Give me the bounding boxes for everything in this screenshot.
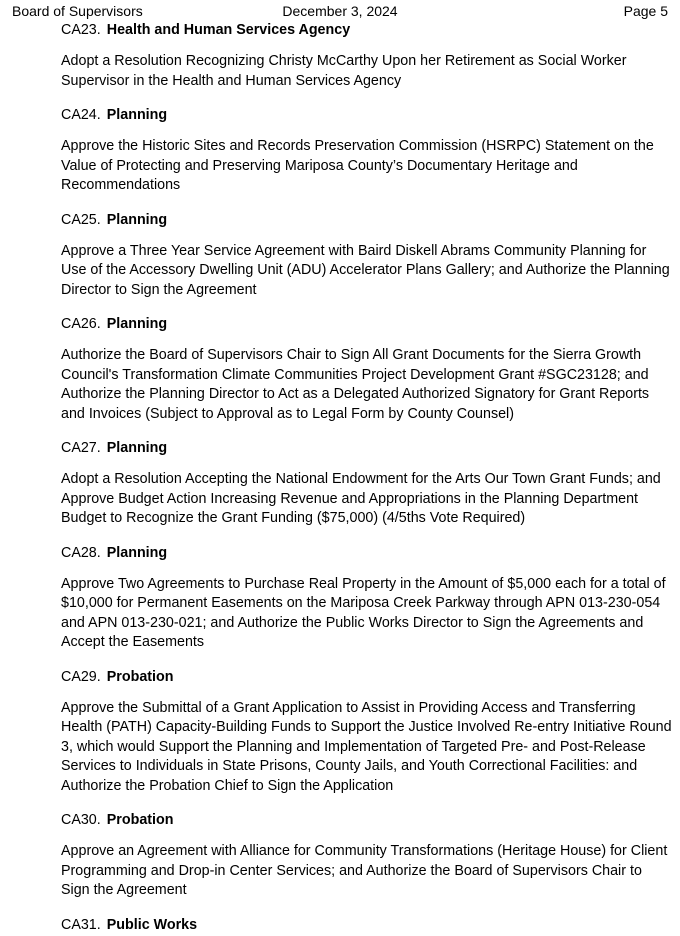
item-heading <box>61 20 673 41</box>
item-code: CA31. <box>61 916 101 933</box>
agenda-item-ca28 <box>61 543 673 653</box>
item-department: Planning <box>106 440 168 456</box>
agenda-item-ca29 <box>61 667 673 797</box>
item-description: Authorize the Board of Supervisors Chair to Sign All Grant Documents for the Sierra Growth Council's Transformation Climate Communities Project Development Grant #SGC23128; and Authorize the Planning Director to Act as a Delegated Authorized Signatory for Grant Reports and Invoices (Subject to Approval as to Legal Form by County Counsel) <box>61 347 650 422</box>
item-heading <box>61 543 673 564</box>
item-description: Approve an Agreement with Alliance for Community Transformations (Heritage House) for Client Programming and Drop-in Center Services; and Authorize the Board of Supervisors Chair to Sign the Agreement <box>61 843 668 898</box>
agenda-item-ca24 <box>61 105 673 196</box>
item-department: Planning <box>106 107 168 123</box>
item-code: CA29. <box>61 668 101 685</box>
item-department: Probation <box>106 812 174 828</box>
agenda-item-ca25 <box>61 210 673 301</box>
page-header <box>12 2 668 20</box>
item-description: Approve a Three Year Service Agreement with Baird Diskell Abrams Community Planning for Use of the Accessory Dwelling Unit (ADU) Accelerator Plans Gallery; and Authorize the Planning Director to Sign the Agreement <box>61 242 670 298</box>
agenda-item-ca23 <box>61 20 673 91</box>
header-board-name: Board of Supervisors <box>12 3 143 19</box>
header-date: December 3, 2024 <box>282 3 398 19</box>
item-description: Approve the Historic Sites and Records Preservation Commission (HSRPC) Statement on the Value of Protecting and Preserving Mariposa County’s Documentary Heritage and Recommendations <box>61 138 654 193</box>
item-heading <box>61 915 673 936</box>
agenda-item-ca30 <box>61 810 673 901</box>
item-department: Health and Human Services Agency <box>106 22 351 38</box>
item-heading <box>61 210 673 231</box>
agenda-items <box>61 20 673 936</box>
agenda-item-ca26 <box>61 314 673 424</box>
item-code: CA26. <box>61 316 101 332</box>
item-code: CA24. <box>61 107 101 123</box>
item-code: CA30. <box>61 812 101 828</box>
agenda-item-ca31 <box>61 915 673 936</box>
item-heading <box>61 314 673 335</box>
item-heading <box>61 810 673 831</box>
header-page-number: Page 5 <box>623 3 668 19</box>
item-description: Approve Two Agreements to Purchase Real Property in the Amount of $5,000 each for a total of $10,000 for Permanent Easements on the Mariposa Creek Parkway through APN 013-230-054 and APN 013-230-021; and Authorize the Public Works Director to Sign the Agreements and Accept the Easements <box>61 575 666 650</box>
item-description: Adopt a Resolution Accepting the National Endowment for the Arts Our Town Grant Funds; and Approve Budget Action Increasing Revenue and Appropriations in the Planning Department Budget to Recognize the Grant Funding ($75,000) (4/5ths Vote Required) <box>61 471 661 526</box>
item-department: Planning <box>106 316 168 332</box>
item-heading <box>61 105 673 126</box>
item-department: Probation <box>106 668 174 685</box>
item-heading <box>61 438 673 459</box>
item-code: CA25. <box>61 211 101 228</box>
item-code: CA27. <box>61 440 101 456</box>
agenda-item-ca27 <box>61 438 673 529</box>
item-heading <box>61 667 673 688</box>
item-description: Approve the Submittal of a Grant Application to Assist in Providing Access and Transferring Health (PATH) Capacity-Building Funds to Support the Justice Involved Re-entry Initiative Round 3, which would Support the Planning and Implementation of Targeted Pre- and Post-Release Services to Individuals in State Prisons, County Jails, and Youth Correctional Facilities: and Authorize the Probation Chief to Sign the Application <box>61 699 672 794</box>
item-department: Planning <box>106 211 168 228</box>
item-code: CA23. <box>61 22 101 38</box>
item-department: Public Works <box>106 916 198 933</box>
item-code: CA28. <box>61 544 101 561</box>
item-department: Planning <box>106 544 168 561</box>
item-description: Adopt a Resolution Recognizing Christy McCarthy Upon her Retirement as Social Worker Supervisor in the Health and Human Services Agency <box>61 53 627 89</box>
